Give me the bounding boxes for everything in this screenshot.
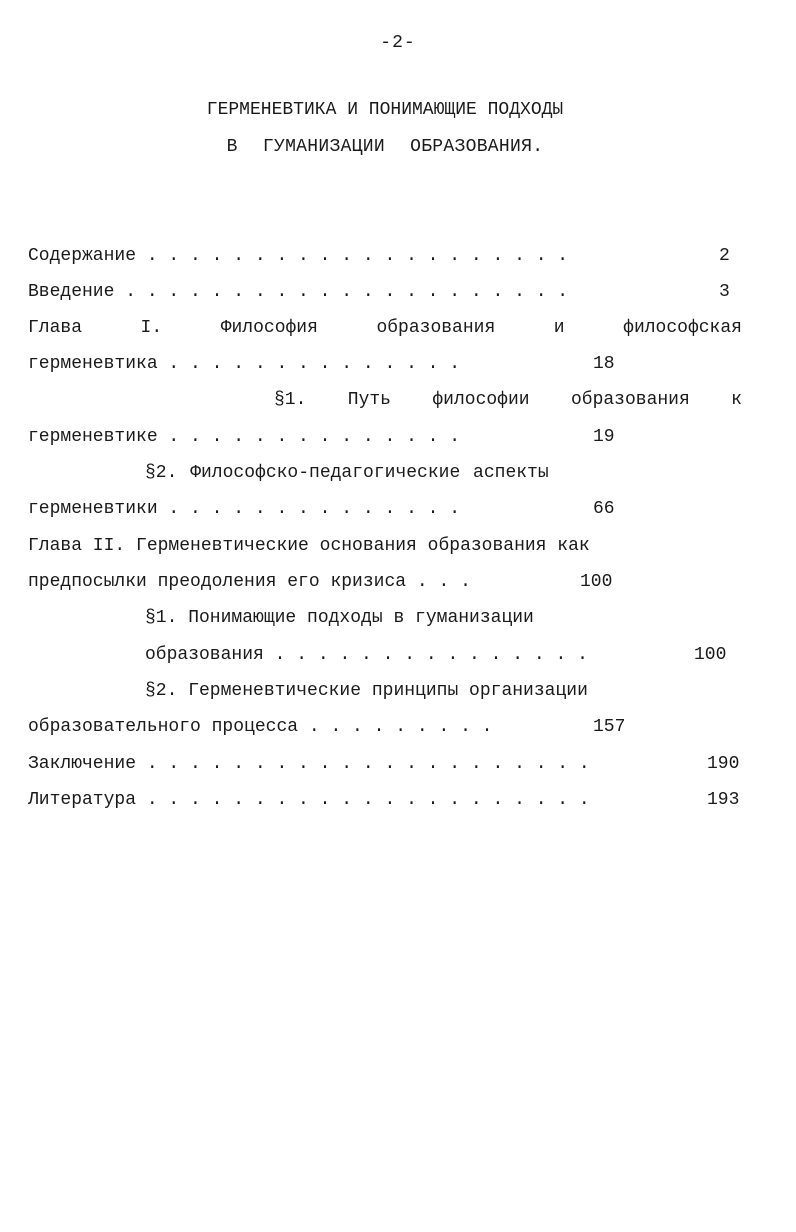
dot-leader: . . . . . . . . . . . . . .	[157, 354, 461, 374]
toc-page-section-1-1: 19	[593, 427, 615, 447]
toc-page-conclusion: 190	[707, 754, 740, 774]
toc-entry-chapter-1-cont	[28, 352, 460, 376]
dot-leader: . . . . . . . . .	[298, 717, 493, 737]
toc-entry-section-2-2-cont	[28, 715, 492, 739]
toc-page-chapter-1: 18	[593, 354, 615, 374]
toc-entry-intro	[28, 280, 568, 304]
toc-label: предпосылки преодоления его кризиса	[28, 572, 407, 592]
toc-entry-chapter-2: Глава II. Герменевтические основания образования как	[28, 536, 590, 556]
toc-entry-conclusion	[28, 752, 590, 776]
toc-entry-chapter-1	[28, 316, 742, 340]
toc-word: образования	[570, 390, 690, 410]
toc-page-literature: 193	[707, 790, 740, 810]
toc-entry-section-1-1	[274, 388, 742, 412]
toc-label: образования	[145, 645, 264, 665]
toc-label: Содержание	[28, 246, 137, 266]
toc-label: Заключение	[28, 754, 137, 774]
toc-entry-section-1-2: §2. Философско-педагогические аспекты	[145, 463, 549, 483]
document-title-line-2: В ГУМАНИЗАЦИИ ОБРАЗОВАНИЯ.	[226, 137, 544, 157]
toc-word: I.	[140, 318, 163, 338]
toc-page-section-2-1: 100	[694, 645, 727, 665]
toc-word: Философия	[220, 318, 318, 338]
toc-entry-literature	[28, 788, 590, 812]
dot-leader: . . . . . . . . . . . . . . .	[263, 645, 588, 665]
toc-entry-contents	[28, 244, 568, 268]
toc-label: герменевтике	[28, 427, 158, 447]
toc-word: Глава	[28, 318, 83, 338]
toc-entry-section-1-1-cont	[28, 425, 460, 449]
dot-leader: . . .	[406, 572, 471, 592]
dot-leader: . . . . . . . . . . . . . . . . . . . . .	[136, 754, 590, 774]
dot-leader: . . . . . . . . . . . . . . . . . . . . .	[136, 790, 590, 810]
toc-page-intro: 3	[719, 282, 730, 302]
toc-entry-section-2-2: §2. Герменевтические принципы организации	[145, 681, 588, 701]
toc-word: и	[553, 318, 565, 338]
toc-page-section-2-2: 157	[593, 717, 626, 737]
toc-label: герменевтики	[28, 499, 158, 519]
dot-leader: . . . . . . . . . . . . . . . . . . . . .	[114, 282, 569, 302]
toc-label: герменевтика	[28, 354, 158, 374]
toc-entry-section-1-2-cont	[28, 497, 460, 521]
document-title-line-1: ГЕРМЕНЕВТИКА И ПОНИМАЮЩИЕ ПОДХОДЫ	[206, 100, 564, 120]
toc-page-section-1-2: 66	[593, 499, 615, 519]
toc-word: философии	[432, 390, 530, 410]
toc-label: Литература	[28, 790, 137, 810]
dot-leader: . . . . . . . . . . . . . .	[157, 427, 461, 447]
toc-word: к	[731, 390, 742, 410]
toc-word: образования	[376, 318, 496, 338]
toc-page-chapter-2: 100	[580, 572, 613, 592]
toc-word: философская	[623, 318, 742, 338]
dot-leader: . . . . . . . . . . . . . . . . . . . .	[136, 246, 569, 266]
toc-word: Путь	[347, 390, 391, 410]
toc-page-contents: 2	[719, 246, 730, 266]
toc-entry-section-2-1: §1. Понимающие подходы в гуманизации	[145, 608, 534, 628]
toc-entry-chapter-2-cont	[28, 570, 471, 594]
toc-label: Введение	[28, 282, 115, 302]
page-number: -2-	[380, 33, 416, 53]
toc-word: §1.	[274, 390, 307, 410]
toc-entry-section-2-1-cont	[145, 643, 588, 667]
toc-label: образовательного процесса	[28, 717, 299, 737]
dot-leader: . . . . . . . . . . . . . .	[157, 499, 461, 519]
